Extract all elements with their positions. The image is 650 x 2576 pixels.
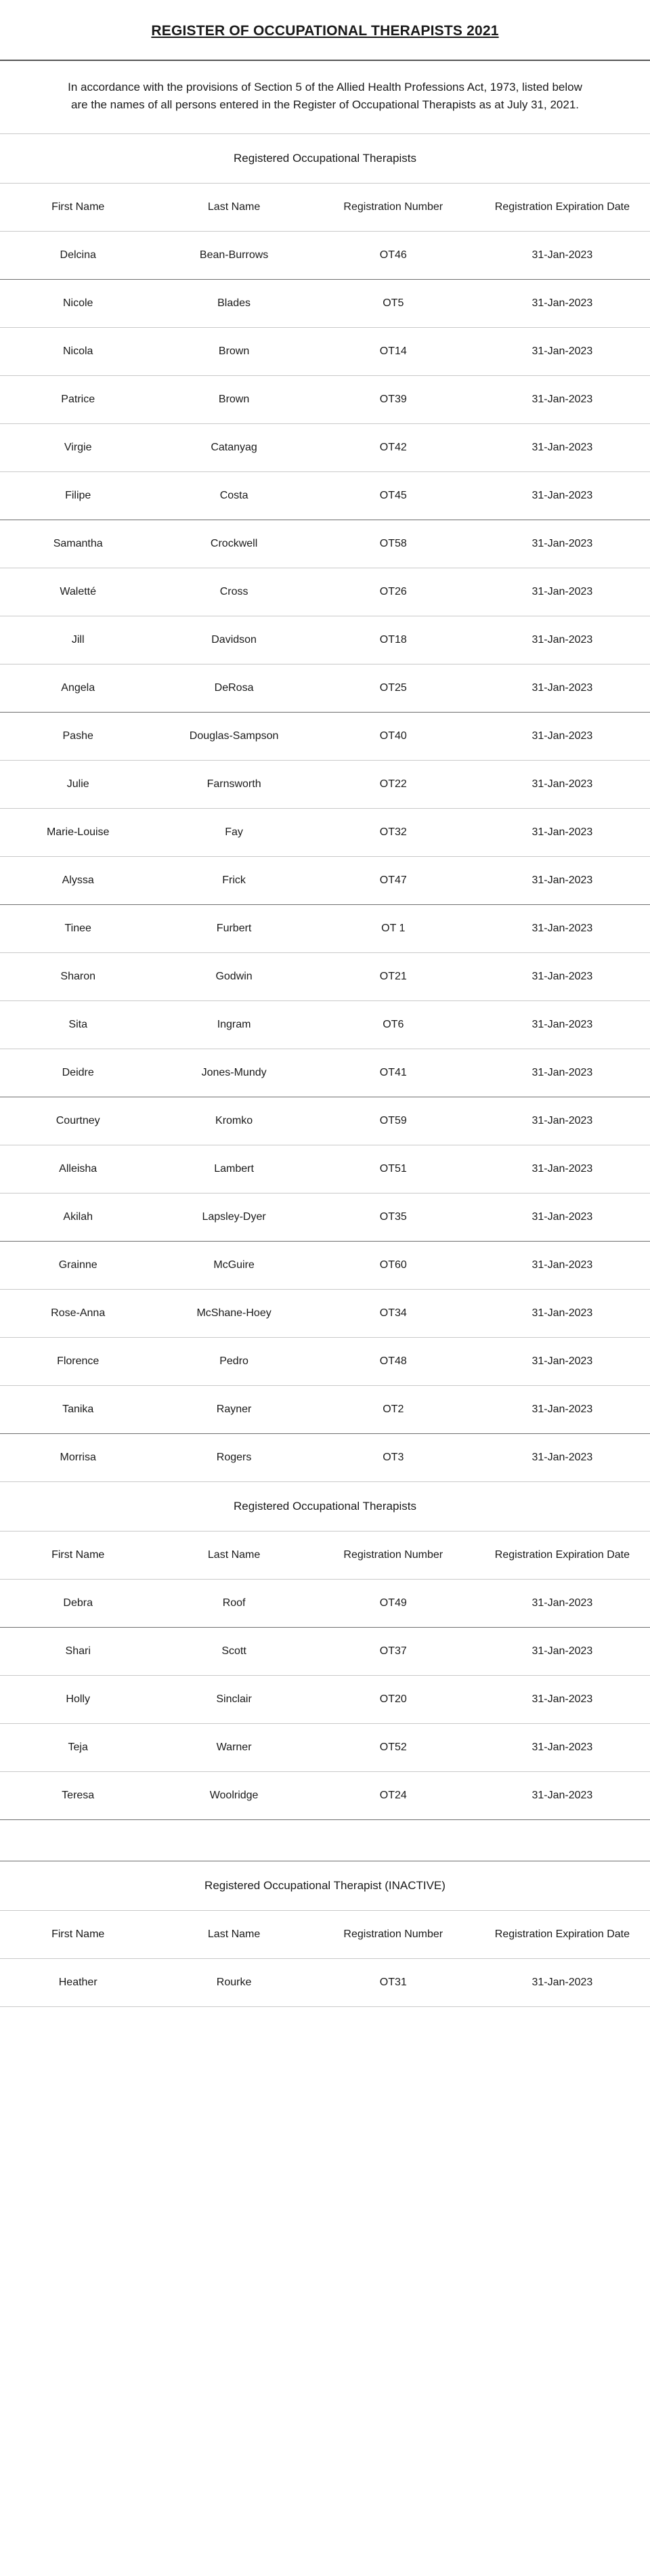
column-header-last-name: Last Name — [156, 1532, 311, 1580]
cell-registration-number: OT35 — [312, 1193, 475, 1241]
cell-expiration: 31-Jan-2023 — [475, 1193, 650, 1241]
cell-first-name: Virgie — [0, 423, 156, 471]
cell-last-name: Farnsworth — [156, 760, 311, 808]
table-row — [0, 1433, 650, 1481]
cell-last-name: Jones-Mundy — [156, 1049, 311, 1097]
cell-expiration: 31-Jan-2023 — [475, 279, 650, 327]
cell-expiration: 31-Jan-2023 — [475, 952, 650, 1000]
intro-row — [0, 61, 650, 134]
section-heading-row-3 — [0, 1861, 650, 1911]
cell-last-name: Cross — [156, 568, 311, 616]
cell-expiration: 31-Jan-2023 — [475, 1579, 650, 1627]
cell-first-name: Jill — [0, 616, 156, 664]
cell-registration-number: OT52 — [312, 1723, 475, 1771]
cell-registration-number: OT34 — [312, 1289, 475, 1337]
cell-registration-number: OT18 — [312, 616, 475, 664]
cell-first-name: Sita — [0, 1000, 156, 1049]
cell-registration-number: OT26 — [312, 568, 475, 616]
table-row — [0, 375, 650, 423]
cell-registration-number: OT21 — [312, 952, 475, 1000]
intro-text: In accordance with the provisions of Section 5 of the Allied Health Professions Act, 1973, listed below are the names of all persons entered in the Register of Occupational Therapists as at July 31, 2021. — [68, 81, 582, 112]
cell-first-name: Sharon — [0, 952, 156, 1000]
cell-registration-number: OT45 — [312, 471, 475, 520]
cell-registration-number: OT31 — [312, 1958, 475, 2006]
cell-first-name: Florence — [0, 1337, 156, 1385]
cell-expiration: 31-Jan-2023 — [475, 520, 650, 568]
column-header-expiration: Registration Expiration Date — [475, 184, 650, 232]
cell-expiration: 31-Jan-2023 — [475, 808, 650, 856]
cell-first-name: Delcina — [0, 231, 156, 279]
cell-first-name: Marie-Louise — [0, 808, 156, 856]
table-header-row — [0, 1532, 650, 1580]
cell-registration-number: OT 1 — [312, 904, 475, 952]
section-heading-row-1 — [0, 134, 650, 184]
cell-last-name: Lambert — [156, 1145, 311, 1193]
table-row — [0, 904, 650, 952]
register-table-3 — [0, 1911, 650, 2007]
section-heading: Registered Occupational Therapists — [234, 151, 416, 165]
cell-registration-number: OT60 — [312, 1241, 475, 1289]
cell-expiration: 31-Jan-2023 — [475, 1771, 650, 1819]
cell-last-name: Warner — [156, 1723, 311, 1771]
table-row — [0, 568, 650, 616]
cell-expiration: 31-Jan-2023 — [475, 375, 650, 423]
cell-last-name: McShane-Hoey — [156, 1289, 311, 1337]
cell-registration-number: OT41 — [312, 1049, 475, 1097]
table-row — [0, 423, 650, 471]
cell-expiration: 31-Jan-2023 — [475, 1958, 650, 2006]
cell-first-name: Nicole — [0, 279, 156, 327]
register-table-1 — [0, 184, 650, 1482]
cell-registration-number: OT58 — [312, 520, 475, 568]
blank-spacer-row — [0, 1820, 650, 1861]
cell-first-name: Heather — [0, 1958, 156, 2006]
table-row — [0, 279, 650, 327]
cell-expiration: 31-Jan-2023 — [475, 1385, 650, 1433]
cell-first-name: Holly — [0, 1675, 156, 1723]
cell-expiration: 31-Jan-2023 — [475, 1627, 650, 1675]
table-row — [0, 1145, 650, 1193]
table-row — [0, 1958, 650, 2006]
section-heading-row-2 — [0, 1482, 650, 1532]
cell-first-name: Shari — [0, 1627, 156, 1675]
cell-registration-number: OT59 — [312, 1097, 475, 1145]
cell-first-name: Courtney — [0, 1097, 156, 1145]
cell-registration-number: OT40 — [312, 712, 475, 760]
table-row — [0, 471, 650, 520]
cell-last-name: Lapsley-Dyer — [156, 1193, 311, 1241]
cell-first-name: Rose-Anna — [0, 1289, 156, 1337]
cell-expiration: 31-Jan-2023 — [475, 1241, 650, 1289]
table-row — [0, 616, 650, 664]
cell-registration-number: OT6 — [312, 1000, 475, 1049]
cell-last-name: Woolridge — [156, 1771, 311, 1819]
cell-first-name: Grainne — [0, 1241, 156, 1289]
cell-last-name: Frick — [156, 856, 311, 904]
column-header-last-name: Last Name — [156, 1911, 311, 1959]
cell-last-name: Rayner — [156, 1385, 311, 1433]
section-heading: Registered Occupational Therapists — [234, 1499, 416, 1513]
cell-registration-number: OT46 — [312, 231, 475, 279]
table-row — [0, 712, 650, 760]
cell-last-name: Pedro — [156, 1337, 311, 1385]
table-row — [0, 327, 650, 375]
cell-registration-number: OT32 — [312, 808, 475, 856]
cell-registration-number: OT2 — [312, 1385, 475, 1433]
cell-registration-number: OT37 — [312, 1627, 475, 1675]
cell-expiration: 31-Jan-2023 — [475, 1723, 650, 1771]
table-row — [0, 952, 650, 1000]
cell-expiration: 31-Jan-2023 — [475, 1337, 650, 1385]
table-row — [0, 1000, 650, 1049]
cell-first-name: Debra — [0, 1579, 156, 1627]
table-row — [0, 1579, 650, 1627]
cell-last-name: Furbert — [156, 904, 311, 952]
cell-last-name: Blades — [156, 279, 311, 327]
cell-expiration: 31-Jan-2023 — [475, 1000, 650, 1049]
cell-registration-number: OT25 — [312, 664, 475, 712]
cell-expiration: 31-Jan-2023 — [475, 616, 650, 664]
table-row — [0, 808, 650, 856]
cell-registration-number: OT3 — [312, 1433, 475, 1481]
cell-first-name: Patrice — [0, 375, 156, 423]
page-title: REGISTER OF OCCUPATIONAL THERAPISTS 2021 — [151, 23, 499, 39]
table-row — [0, 1097, 650, 1145]
cell-first-name: Nicola — [0, 327, 156, 375]
cell-expiration: 31-Jan-2023 — [475, 1289, 650, 1337]
table-row — [0, 1723, 650, 1771]
cell-last-name: DeRosa — [156, 664, 311, 712]
cell-registration-number: OT42 — [312, 423, 475, 471]
cell-expiration: 31-Jan-2023 — [475, 1433, 650, 1481]
cell-first-name: Pashe — [0, 712, 156, 760]
column-header-first-name: First Name — [0, 184, 156, 232]
cell-last-name: Costa — [156, 471, 311, 520]
column-header-registration-number: Registration Number — [312, 1532, 475, 1580]
table-row — [0, 1241, 650, 1289]
column-header-last-name: Last Name — [156, 184, 311, 232]
cell-registration-number: OT14 — [312, 327, 475, 375]
column-header-first-name: First Name — [0, 1532, 156, 1580]
cell-registration-number: OT51 — [312, 1145, 475, 1193]
table-row — [0, 1337, 650, 1385]
cell-first-name: Alleisha — [0, 1145, 156, 1193]
table-row — [0, 664, 650, 712]
cell-registration-number: OT47 — [312, 856, 475, 904]
table-row — [0, 856, 650, 904]
cell-registration-number: OT39 — [312, 375, 475, 423]
cell-first-name: Tinee — [0, 904, 156, 952]
section-heading: Registered Occupational Therapist (INACTIVE) — [204, 1878, 446, 1892]
cell-first-name: Filipe — [0, 471, 156, 520]
cell-expiration: 31-Jan-2023 — [475, 1675, 650, 1723]
cell-last-name: Rogers — [156, 1433, 311, 1481]
cell-last-name: Kromko — [156, 1097, 311, 1145]
cell-last-name: Scott — [156, 1627, 311, 1675]
cell-last-name: Bean-Burrows — [156, 231, 311, 279]
cell-first-name: Alyssa — [0, 856, 156, 904]
table-header-row — [0, 184, 650, 232]
column-header-registration-number: Registration Number — [312, 1911, 475, 1959]
cell-last-name: Roof — [156, 1579, 311, 1627]
cell-last-name: Fay — [156, 808, 311, 856]
cell-expiration: 31-Jan-2023 — [475, 712, 650, 760]
cell-last-name: Brown — [156, 327, 311, 375]
cell-last-name: Brown — [156, 375, 311, 423]
cell-first-name: Waletté — [0, 568, 156, 616]
cell-last-name: Sinclair — [156, 1675, 311, 1723]
table-row — [0, 1289, 650, 1337]
cell-registration-number: OT48 — [312, 1337, 475, 1385]
cell-registration-number: OT5 — [312, 279, 475, 327]
table-row — [0, 1049, 650, 1097]
cell-registration-number: OT24 — [312, 1771, 475, 1819]
cell-registration-number: OT22 — [312, 760, 475, 808]
cell-first-name: Angela — [0, 664, 156, 712]
cell-last-name: Crockwell — [156, 520, 311, 568]
table-row — [0, 1627, 650, 1675]
column-header-expiration: Registration Expiration Date — [475, 1911, 650, 1959]
cell-expiration: 31-Jan-2023 — [475, 664, 650, 712]
cell-last-name: Godwin — [156, 952, 311, 1000]
table-row — [0, 760, 650, 808]
cell-first-name: Teresa — [0, 1771, 156, 1819]
cell-first-name: Akilah — [0, 1193, 156, 1241]
cell-last-name: Davidson — [156, 616, 311, 664]
table-row — [0, 1771, 650, 1819]
cell-registration-number: OT49 — [312, 1579, 475, 1627]
cell-first-name: Deidre — [0, 1049, 156, 1097]
cell-expiration: 31-Jan-2023 — [475, 471, 650, 520]
cell-first-name: Morrisa — [0, 1433, 156, 1481]
column-header-expiration: Registration Expiration Date — [475, 1532, 650, 1580]
cell-expiration: 31-Jan-2023 — [475, 1049, 650, 1097]
document-title-row — [0, 0, 650, 61]
cell-expiration: 31-Jan-2023 — [475, 760, 650, 808]
cell-expiration: 31-Jan-2023 — [475, 1097, 650, 1145]
table-row — [0, 1675, 650, 1723]
cell-last-name: McGuire — [156, 1241, 311, 1289]
cell-expiration: 31-Jan-2023 — [475, 327, 650, 375]
column-header-first-name: First Name — [0, 1911, 156, 1959]
cell-first-name: Samantha — [0, 520, 156, 568]
cell-last-name: Ingram — [156, 1000, 311, 1049]
column-header-registration-number: Registration Number — [312, 184, 475, 232]
table-row — [0, 1385, 650, 1433]
cell-registration-number: OT20 — [312, 1675, 475, 1723]
cell-expiration: 31-Jan-2023 — [475, 423, 650, 471]
table-header-row — [0, 1911, 650, 1959]
cell-first-name: Tanika — [0, 1385, 156, 1433]
cell-last-name: Rourke — [156, 1958, 311, 2006]
table-row — [0, 1193, 650, 1241]
cell-first-name: Julie — [0, 760, 156, 808]
register-table-2 — [0, 1532, 650, 1820]
cell-expiration: 31-Jan-2023 — [475, 1145, 650, 1193]
cell-last-name: Catanyag — [156, 423, 311, 471]
table-row — [0, 231, 650, 279]
cell-expiration: 31-Jan-2023 — [475, 904, 650, 952]
cell-expiration: 31-Jan-2023 — [475, 856, 650, 904]
cell-expiration: 31-Jan-2023 — [475, 231, 650, 279]
cell-expiration: 31-Jan-2023 — [475, 568, 650, 616]
table-row — [0, 520, 650, 568]
cell-first-name: Teja — [0, 1723, 156, 1771]
cell-last-name: Douglas-Sampson — [156, 712, 311, 760]
